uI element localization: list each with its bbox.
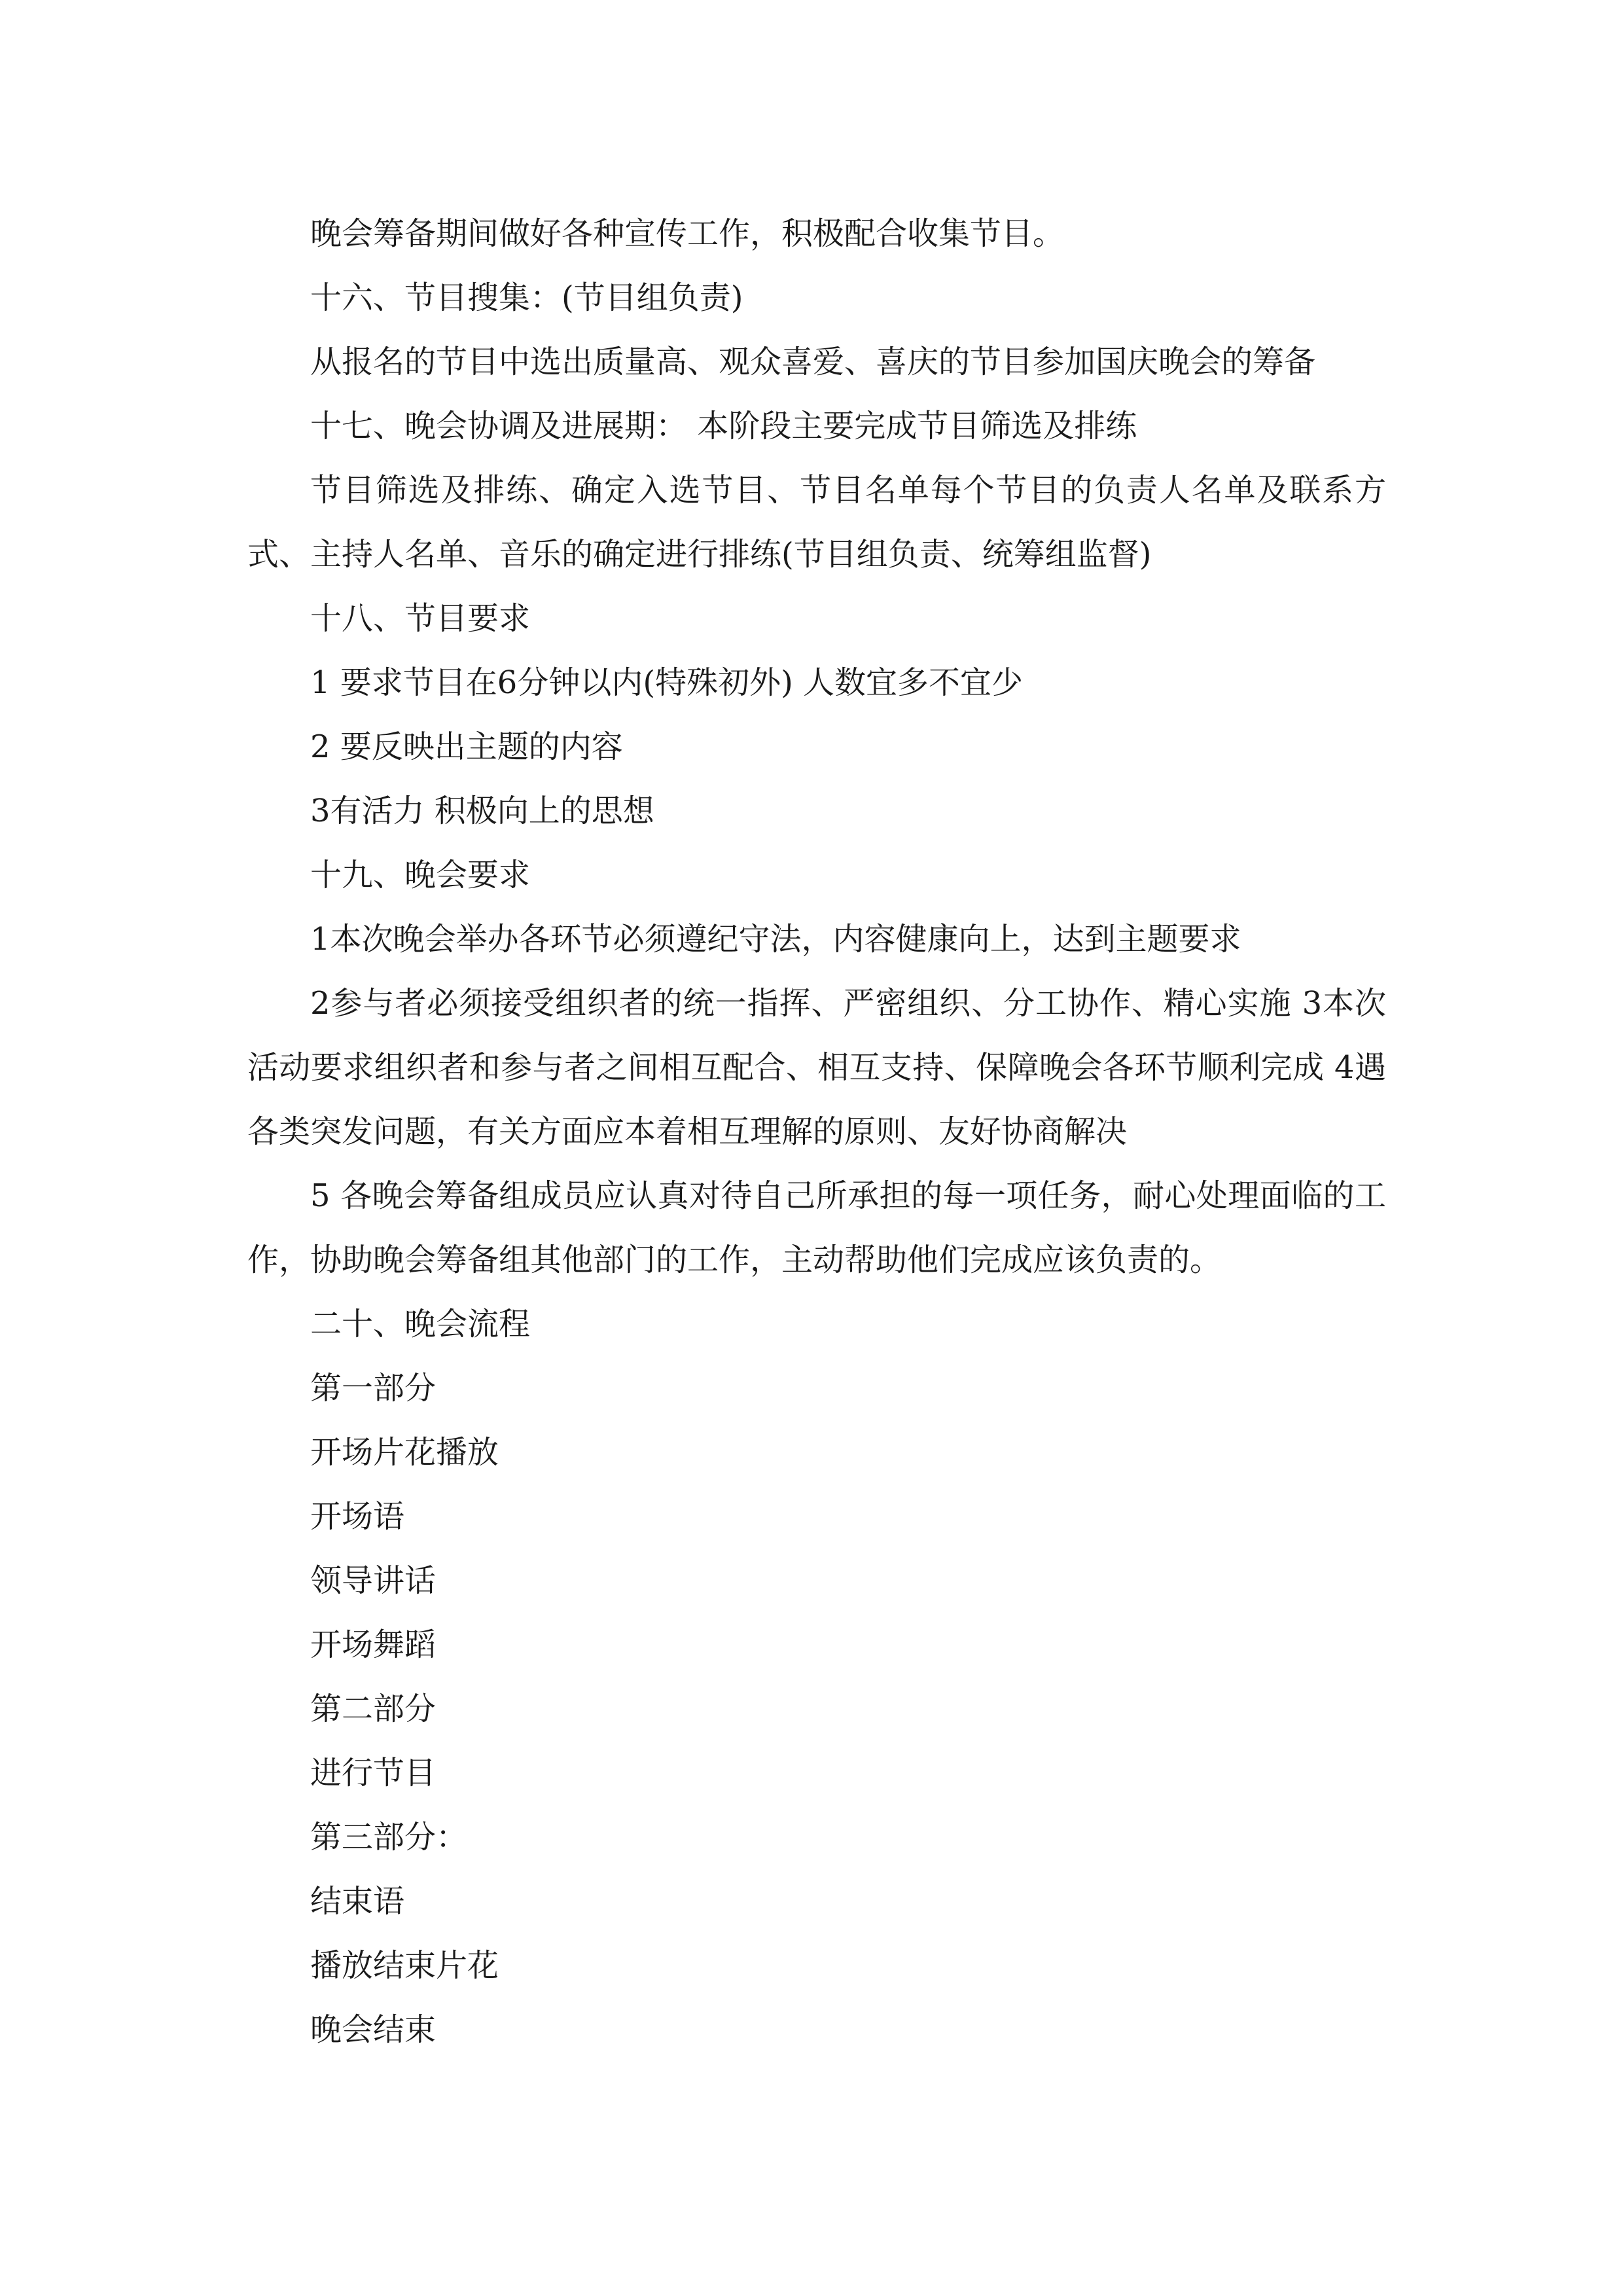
gala-requirement-5: 5 各晚会筹备组成员应认真对待自己所承担的每一项任务，耐心处理面临的工作，协助晚会筹备组其他部门的工作，主动帮助他们完成应该负责的。 bbox=[247, 1177, 1386, 1278]
heading-17-coordination: 十七、晚会协调及进展期： 本阶段主要完成节目筛选及排练 bbox=[310, 408, 1137, 444]
flow-part-two: 第二部分 bbox=[310, 1691, 437, 1727]
requirement-item-2: 2 要反映出主题的内容 bbox=[310, 728, 623, 765]
requirement-item-1: 1 要求节目在6分钟以内(特殊初外) 人数宜多不宜少 bbox=[310, 664, 1024, 701]
gala-requirement-1: 1本次晚会举办各环节必须遵纪守法，内容健康向上，达到主题要求 bbox=[310, 921, 1241, 958]
flow-item: 开场语 bbox=[310, 1498, 405, 1535]
flow-item: 开场片花播放 bbox=[310, 1434, 499, 1471]
heading-18-program-requirements: 十八、节目要求 bbox=[310, 600, 531, 637]
flow-part-one: 第一部分 bbox=[310, 1370, 437, 1407]
heading-16-program-collection: 十六、节目搜集：(节目组负责) bbox=[310, 279, 743, 316]
requirement-item-3: 3有活力 积极向上的思想 bbox=[310, 793, 654, 829]
heading-19-gala-requirements: 十九、晚会要求 bbox=[310, 857, 531, 893]
flow-item: 播放结束片花 bbox=[310, 1947, 499, 1984]
document-body bbox=[247, 202, 1386, 2062]
flow-item: 领导讲话 bbox=[310, 1562, 437, 1599]
heading-20-gala-flow: 二十、晚会流程 bbox=[310, 1306, 531, 1342]
flow-part-three: 第三部分： bbox=[310, 1819, 468, 1856]
paragraph-program-selection: 从报名的节目中选出质量高、观众喜爱、喜庆的节目参加国庆晚会的筹备 bbox=[310, 344, 1316, 380]
flow-item: 开场舞蹈 bbox=[310, 1626, 437, 1663]
flow-item: 进行节目 bbox=[310, 1755, 437, 1791]
flow-item: 晚会结束 bbox=[310, 2011, 437, 2048]
paragraph-publicity: 晚会筹备期间做好各种宣传工作，积极配合收集节目。 bbox=[310, 215, 1065, 252]
paragraph-rehearsal: 节目筛选及排练、确定入选节目、节目名单每个节目的负责人名单及联系方式、主持人名单、音乐的确定进行排练(节目组负责、统筹组监督) bbox=[247, 472, 1386, 573]
gala-requirement-2-4: 2参与者必须接受组织者的统一指挥、严密组织、分工协作、精心实施 3本次活动要求组织者和参与者之间相互配合、相互支持、保障晚会各环节顺利完成 4遇各类突发问题，有关方面应本着相互理解的原则、友好协商解决 bbox=[247, 985, 1386, 1150]
flow-item: 结束语 bbox=[310, 1883, 405, 1920]
